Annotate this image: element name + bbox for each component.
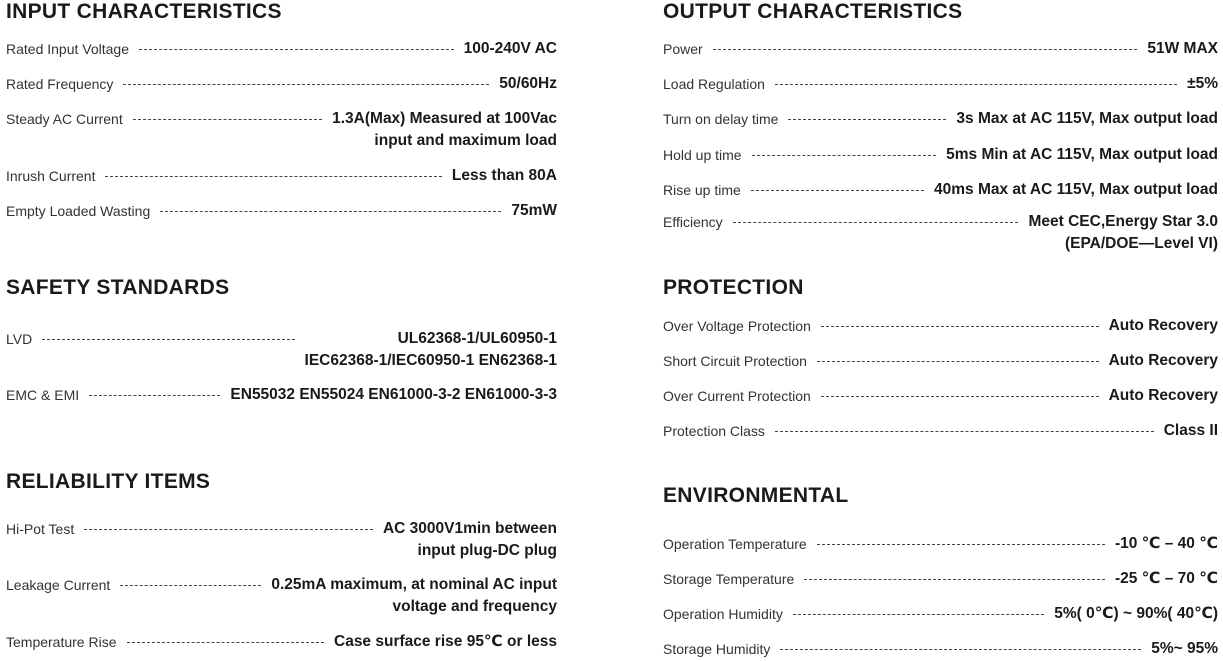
spec-label: Operation Humidity <box>663 606 783 622</box>
spec-value: -10 ℃ – 40 ℃ <box>1114 535 1218 552</box>
leader-dots <box>817 361 1099 362</box>
spec-label: Power <box>663 41 703 57</box>
spec-row-over-current-protection <box>663 387 1218 407</box>
spec-row-over-voltage-protection <box>663 317 1218 337</box>
leader-dots <box>160 211 501 212</box>
spec-value: 0.25mA maximum, at nominal AC input voltage and frequency <box>271 576 557 615</box>
section-title: INPUT CHARACTERISTICS <box>6 0 282 23</box>
leader-dots <box>713 49 1138 50</box>
spec-value: ±5% <box>1187 75 1218 92</box>
leader-dots <box>821 326 1099 327</box>
spec-row-empty-loaded-wasting <box>6 202 557 222</box>
leader-dots <box>84 529 373 530</box>
spec-label: Operation Temperature <box>663 536 807 552</box>
spec-value: 51W MAX <box>1147 40 1218 57</box>
leader-dots <box>139 49 454 50</box>
spec-value: -25 ℃ – 70 ℃ <box>1114 570 1218 587</box>
spec-row-storage-humidity <box>663 640 1218 660</box>
spec-label: Inrush Current <box>6 168 96 184</box>
leader-dots <box>751 190 924 191</box>
spec-value: 75mW <box>511 202 557 219</box>
spec-value: Class II <box>1163 422 1218 439</box>
spec-label: EMC & EMI <box>6 387 80 403</box>
leader-dots <box>42 339 294 340</box>
spec-row-turn-on-delay-time <box>663 110 1218 130</box>
spec-row-storage-temperature <box>663 570 1218 590</box>
spec-row-efficiency <box>663 213 1218 255</box>
spec-row-emc-emi <box>6 386 557 406</box>
spec-row-hold-up-time <box>663 146 1218 166</box>
leader-dots <box>120 585 261 586</box>
spec-value: 50/60Hz <box>499 75 557 92</box>
spec-row-steady-ac-current <box>6 110 557 152</box>
spec-row-load-regulation <box>663 75 1218 95</box>
spec-label: Hold up time <box>663 147 742 163</box>
spec-label: Efficiency <box>663 214 723 230</box>
spec-label: Over Current Protection <box>663 388 811 404</box>
spec-value: Auto Recovery <box>1108 317 1218 334</box>
spec-value: UL62368-1/UL60950-1 IEC62368-1/IEC60950-1 EN62368-1 <box>304 330 557 369</box>
leader-dots <box>775 431 1154 432</box>
section-title: ENVIRONMENTAL <box>663 484 849 507</box>
spec-label: Hi-Pot Test <box>6 521 75 537</box>
leader-dots <box>133 119 322 120</box>
spec-label: Over Voltage Protection <box>663 318 811 334</box>
spec-value: 5%( 0℃) ~ 90%( 40℃) <box>1054 605 1218 622</box>
spec-label: Steady AC Current <box>6 111 123 127</box>
spec-value: Case surface rise 95℃ or less <box>334 633 557 650</box>
spec-row-leakage-current <box>6 576 557 618</box>
leader-dots <box>775 84 1177 85</box>
leader-dots <box>105 176 441 177</box>
spec-value: EN55032 EN55024 EN61000-3-2 EN61000-3-3 <box>230 386 557 403</box>
spec-value: 1.3A(Max) Measured at 100Vac input and maximum load <box>332 110 557 149</box>
spec-label: Load Regulation <box>663 76 765 92</box>
spec-row-lvd <box>6 330 557 372</box>
leader-dots <box>788 119 946 120</box>
spec-label: Temperature Rise <box>6 634 117 650</box>
leader-dots <box>780 649 1141 650</box>
spec-row-short-circuit-protection <box>663 352 1218 372</box>
spec-row-operation-temperature <box>663 535 1218 555</box>
spec-label: Storage Temperature <box>663 571 795 587</box>
spec-value: 5ms Min at AC 115V, Max output load <box>946 146 1218 163</box>
spec-row-rated-input-voltage <box>6 40 557 60</box>
spec-row-power <box>663 40 1218 60</box>
spec-label: Empty Loaded Wasting <box>6 203 151 219</box>
spec-row-rise-up-time <box>663 181 1218 201</box>
spec-value: 40ms Max at AC 115V, Max output load <box>934 181 1218 198</box>
leader-dots <box>733 222 1019 223</box>
spec-label: LVD <box>6 331 33 347</box>
leader-dots <box>817 544 1105 545</box>
section-title: SAFETY STANDARDS <box>6 276 230 299</box>
spec-label: Protection Class <box>663 423 765 439</box>
leader-dots <box>127 642 325 643</box>
leader-dots <box>821 396 1099 397</box>
spec-label: Turn on delay time <box>663 111 779 127</box>
spec-row-hi-pot-test <box>6 520 557 562</box>
spec-row-protection-class <box>663 422 1218 442</box>
leader-dots <box>89 395 220 396</box>
spec-value: Meet CEC,Energy Star 3.0 (EPA/DOE—Level VI) <box>1028 213 1218 252</box>
spec-value: Less than 80A <box>451 167 557 184</box>
spec-label: Leakage Current <box>6 577 111 593</box>
spec-label: Short Circuit Protection <box>663 353 807 369</box>
section-title: RELIABILITY ITEMS <box>6 470 211 493</box>
spec-label: Rated Frequency <box>6 76 114 92</box>
spec-value: 100-240V AC <box>463 40 557 57</box>
section-title: OUTPUT CHARACTERISTICS <box>663 0 963 23</box>
spec-row-rated-frequency <box>6 75 557 95</box>
leader-dots <box>793 614 1044 615</box>
spec-value: AC 3000V1min between input plug-DC plug <box>382 520 557 559</box>
leader-dots <box>752 155 937 156</box>
spec-label: Rated Input Voltage <box>6 41 129 57</box>
spec-value: Auto Recovery <box>1108 387 1218 404</box>
section-title: PROTECTION <box>663 276 804 299</box>
leader-dots <box>804 579 1105 580</box>
spec-row-operation-humidity <box>663 605 1218 625</box>
spec-value: Auto Recovery <box>1108 352 1218 369</box>
spec-value: 5%~ 95% <box>1151 640 1218 657</box>
spec-label: Rise up time <box>663 182 741 198</box>
spec-value: 3s Max at AC 115V, Max output load <box>956 110 1218 127</box>
spec-row-inrush-current <box>6 167 557 187</box>
spec-label: Storage Humidity <box>663 641 771 657</box>
leader-dots <box>123 84 489 85</box>
spec-row-temperature-rise <box>6 633 557 653</box>
